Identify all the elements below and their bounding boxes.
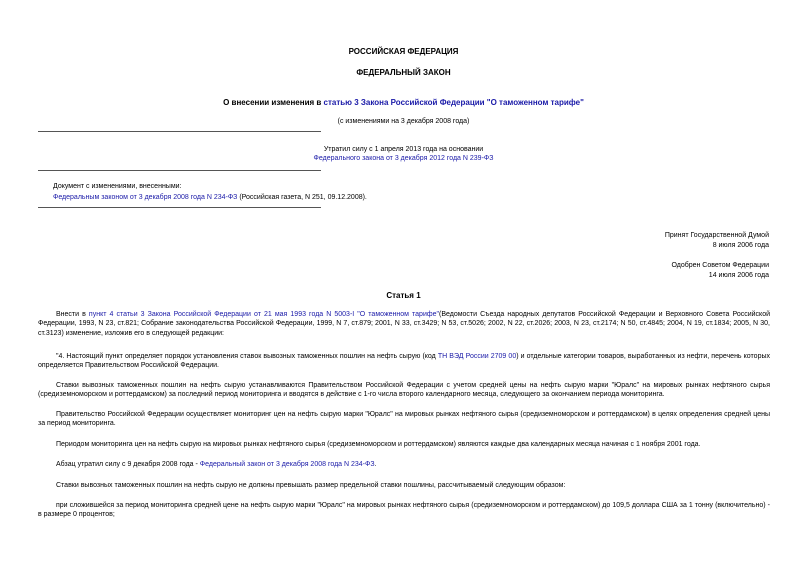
council-date: 14 июля 2006 года [708, 272, 769, 279]
article-paragraph-3: Ставки вывозных таможенных пошлин на нефть сырую устанавливаются Правительством Российской Федерации с учетом средней цены на нефть сырую марки "Юралс" на мировых рынках нефтяного сырья (средиземноморском и роттердамском) за последний период мониторинга и вводятся в действие с 1-го числа второго календарного месяца, следующего за окончанием периода мониторинга. [38, 382, 770, 399]
changes-suffix: (Российская газета, N 251, 09.12.2008). [237, 194, 367, 201]
article-paragraph-2 [38, 352, 770, 371]
law-type-heading: ФЕДЕРАЛЬНЫЙ ЗАКОН [356, 68, 451, 77]
p6-prefix: Абзац утратил силу с 9 декабря 2008 года - [56, 461, 200, 468]
p6-suffix: . [374, 461, 377, 468]
title-link[interactable]: статью 3 Закона Российской Федерации "О таможенном тарифе" [323, 98, 584, 107]
divider-3 [38, 207, 321, 208]
duma-date: 8 июля 2006 года [712, 242, 769, 249]
country-heading: РОССИЙСКАЯ ФЕДЕРАЦИЯ [348, 47, 459, 56]
council-approval: Одобрен Советом Федерации [671, 262, 769, 269]
p2-suffix: ) и отдельные категории товаров, выработанных из нефти, перечень которых определяется Правительством Российской Федерации. [38, 353, 770, 370]
divider-1 [38, 131, 321, 132]
article-paragraph-8: при сложившейся за период мониторинга средней цене на нефть сырую марки "Юралс" на мировых рынках нефтяного сырья (средиземноморском и роттердамском) до 109,5 доллара США за 1 тонну (включительно) - в размере 0 процентов; [38, 502, 770, 519]
changes-intro: Документ с изменениями, внесенными: [53, 183, 182, 190]
article-paragraph-6 [38, 460, 770, 469]
article-paragraph-5: Периодом мониторинга цен на нефть сырую на мировых рынках нефтяного сырья (средиземноморском и роттердамском) являются каждые два календарных месяца начиная с 1 ноября 2001 года. [56, 441, 701, 448]
article-paragraph-7: Ставки вывозных таможенных пошлин на нефть сырую не должны превышать размер предельной ставки пошлины, рассчитываемый следующим образом: [56, 482, 566, 489]
amending-law-link[interactable]: Федеральный закон от 3 декабря 2008 года N 234-ФЗ [199, 461, 375, 468]
customs-tariff-law-link[interactable]: пункт 4 статьи 3 Закона Российской Федерации от 21 мая 1993 года N 5003-I "О таможенном тарифе" [88, 311, 439, 318]
p2-prefix: "4. Настоящий пункт определяет порядок установления ставок вывозных таможенных пошлин на нефть сырую (код [56, 353, 438, 360]
amended-note: (с изменениями на 3 декабря 2008 года) [337, 118, 470, 125]
article-heading: Статья 1 [386, 291, 421, 300]
changes-line [53, 193, 367, 202]
article-paragraph-1 [38, 310, 770, 338]
tn-ved-code-link[interactable]: ТН ВЭД России 2709 00 [437, 353, 517, 360]
divider-2 [38, 170, 321, 171]
repeal-link-wrap [0, 154, 807, 163]
article-paragraph-4: Правительство Российской Федерации осуществляет мониторинг цен на нефть сырую марки "Юралс" на мировых рынках нефтяного сырья (средиземноморском и роттердамском) в целях определения средней цены за период мониторинга. [38, 411, 770, 428]
p1-prefix: Внести в [56, 311, 89, 318]
title-prefix: О внесении изменения в [223, 98, 324, 107]
changes-law-link[interactable]: Федеральным законом от 3 декабря 2008 года N 234-ФЗ [53, 194, 238, 201]
repeal-law-link[interactable]: Федерального закона от 3 декабря 2012 года N 239-ФЗ [313, 155, 494, 162]
document-title [0, 98, 807, 109]
repeal-status: Утратил силу с 1 апреля 2013 года на основании [323, 146, 484, 153]
p1-suffix: (Ведомости Съезда народных депутатов Российской Федерации и Верховного Совета Российской Федерации, 1993, N 23, ст.821; Собрание законодательства Российской Федерации, 1999, N 7, ст.879; 2001, N 33, ст.3429; N 53, ст.5026; 2002, N 22, ст.2026; 2003, N 23, ст.2174; N 50, ст.4845; 2004, N 19, ст.1834; 2005, N 30, ст.3123) изменение, изложив его в следующей редакции: [38, 311, 770, 337]
duma-adoption: Принят Государственной Думой [664, 232, 769, 239]
